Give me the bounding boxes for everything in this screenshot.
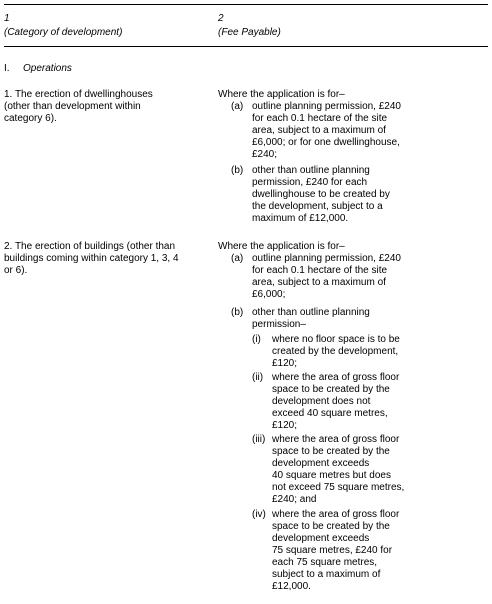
item-line: area, subject to a maximum of <box>252 125 386 136</box>
fee-intro: Where the application is for– <box>218 89 345 100</box>
subitem-line: £120; <box>272 420 298 431</box>
subitem-line: development does not <box>272 396 371 407</box>
section-title: Operations <box>23 63 72 74</box>
subitem-line: space to be created by the <box>272 521 390 532</box>
item-line: £6,000; <box>252 289 286 300</box>
subitem-line: space to be created by the <box>272 384 390 395</box>
subitem-line: 75 square metres, £240 for <box>272 545 393 556</box>
subitem-line: £240; and <box>272 494 317 505</box>
col1-number: 1 <box>4 13 10 24</box>
item-line: other than outline planning <box>252 165 370 176</box>
item-line: maximum of £12,000. <box>252 213 349 224</box>
category-line: (other than development within <box>4 101 141 112</box>
subitem-line: space to be created by the <box>272 446 390 457</box>
category-line: 2. The erection of buildings (other than <box>4 241 176 252</box>
item-line: permission– <box>252 319 306 330</box>
top-rule <box>4 4 488 5</box>
item-line: other than outline planning <box>252 307 370 318</box>
subitem-label: (i) <box>252 334 261 345</box>
subitem-line: 40 square metres but does <box>272 470 391 481</box>
subitem-line: where no floor space is to be <box>272 334 400 345</box>
category-line: 1. The erection of dwellinghouses <box>4 89 153 100</box>
item-line: permission, £240 for each <box>252 177 368 188</box>
header-rule <box>4 46 488 47</box>
item-line: for each 0.1 hectare of the site <box>252 113 388 124</box>
item-line: for each 0.1 hectare of the site <box>252 265 388 276</box>
subitem-line: not exceed 75 square metres, <box>272 482 405 493</box>
subitem-line: development exceeds <box>272 533 370 544</box>
category-line: or 6). <box>4 265 28 276</box>
subitem-label: (iv) <box>252 509 266 520</box>
item-line: area, subject to a maximum of <box>252 277 386 288</box>
item-label: (a) <box>231 101 244 112</box>
subitem-line: created by the development, <box>272 346 399 357</box>
subitem-line: £12,000. <box>272 581 311 592</box>
item-line: dwellinghouse to be created by <box>252 189 390 200</box>
category-line: buildings coming within category 1, 3, 4 <box>4 253 179 264</box>
subitem-line: where the area of gross floor <box>272 372 400 383</box>
subitem-line: subject to a maximum of <box>272 569 381 580</box>
item-line: outline planning permission, £240 <box>252 253 401 264</box>
subitem-line: development exceeds <box>272 458 370 469</box>
item-line: outline planning permission, £240 <box>252 101 401 112</box>
col1-title: (Category of development) <box>4 27 123 38</box>
item-line: £240; <box>252 149 278 160</box>
category-line: category 6). <box>4 113 57 124</box>
subitem-label: (ii) <box>252 372 264 383</box>
subitem-line: where the area of gross floor <box>272 509 400 520</box>
item-label: (a) <box>231 253 244 264</box>
item-label: (b) <box>231 307 244 318</box>
item-line: £6,000; or for one dwellinghouse, <box>252 137 400 148</box>
fee-intro: Where the application is for– <box>218 241 345 252</box>
subitem-label: (iii) <box>252 434 266 445</box>
subitem-line: exceed 40 square metres, <box>272 408 388 419</box>
item-line: the development, subject to a <box>252 201 383 212</box>
subitem-line: £120; <box>272 358 298 369</box>
col2-number: 2 <box>218 13 224 24</box>
item-label: (b) <box>231 165 244 176</box>
subitem-line: where the area of gross floor <box>272 434 400 445</box>
col2-title: (Fee Payable) <box>218 27 281 38</box>
section-numeral: I. <box>4 63 10 74</box>
subitem-line: each 75 square metres, <box>272 557 378 568</box>
